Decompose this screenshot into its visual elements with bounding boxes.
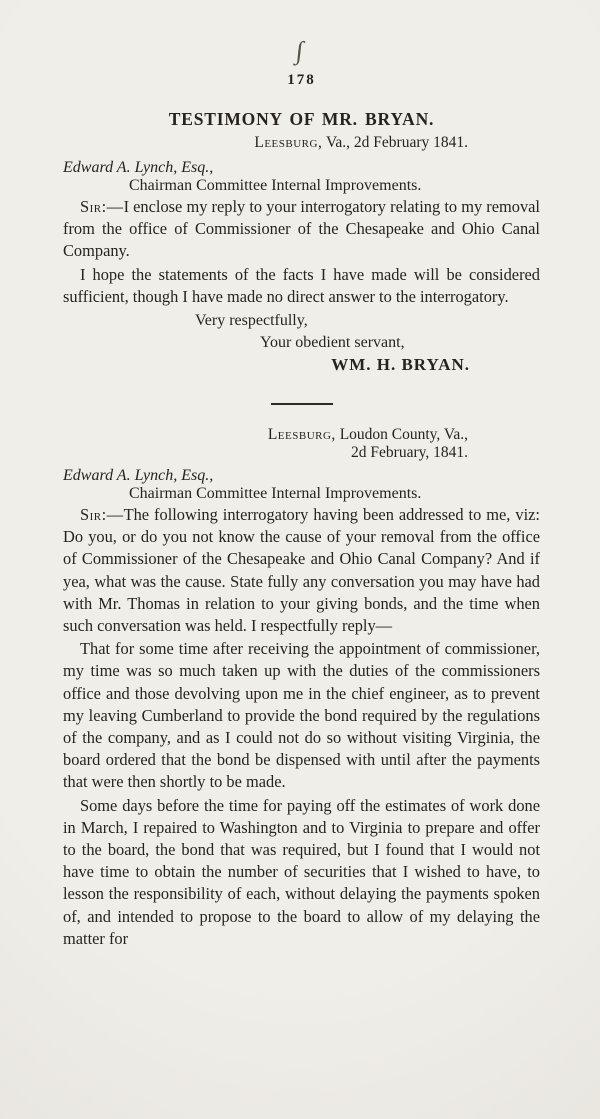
addressee-title: Chairman Committee Internal Improvements. — [129, 177, 422, 194]
paragraph-text: I enclose my reply to your interrogatory relating to my removal from the office of Commissioner of the Chesapeake and Ohio Canal Company. — [63, 197, 540, 261]
letter-2 — [63, 426, 540, 950]
closing-line: Very respectfully, — [195, 312, 308, 330]
salutation: Sir:— — [80, 505, 124, 525]
dateline — [63, 134, 540, 152]
dateline-place: Leesburg, — [267, 426, 336, 444]
closing-line: Your obedient servant, — [260, 333, 405, 351]
section-divider — [271, 403, 333, 405]
dateline-rest: Loudon County, Va., — [335, 426, 468, 444]
paragraph: That for some time after receiving the appointment of commissioner, my time was so much taken up with the duties of the commissioners office and those devolving upon me in the chief engineer, as to prevent my leaving Cumberland to provide the bond required by the regulations of the company, and as I could not do so without visiting Virginia, the board ordered that the bond be dispensed with until after the payments that were then shortly to be made. — [63, 639, 540, 792]
addressee-name: Edward A. Lynch, Esq., — [63, 467, 214, 485]
signature: WM. H. BRYAN. — [331, 355, 470, 375]
dateline — [63, 426, 540, 444]
addressee-name: Edward A. Lynch, Esq., — [63, 159, 214, 176]
dateline-place: Leesburg, — [254, 134, 323, 151]
letter-title: TESTIMONY OF MR. BRYAN. — [168, 109, 435, 129]
addressee-title: Chairman Committee Internal Improvements. — [129, 485, 422, 503]
ink-mark: ∫ — [294, 35, 305, 66]
paragraph-text: The following interrogatory having been addressed to me, viz: Do you, or do you not know the cause of your removal from the office of Commissioner of the Chesapeake and Ohio Canal Company? And if yea, what was the cause. State fully any conversation you may have had with Mr. Thomas in relation to your giving bonds, and the time when such conversation was held. I respectfully reply— — [63, 505, 540, 636]
paragraph — [63, 196, 540, 263]
paragraph: I hope the statements of the facts I have made will be considered sufficient, though I have made no direct answer to the interrogatory. — [63, 264, 540, 306]
salutation: Sir:— — [80, 197, 124, 216]
letter-1 — [63, 109, 540, 376]
page-number: 178 — [287, 72, 316, 88]
paragraph: Some days before the time for paying off the estimates of work done in March, I repaired to Washington and to Virginia to prepare and offer to the board, the bond that was required, but I found that I would not have time to obtain the number of securities that I wished to have, to lesson the responsibility of each, without delaying the payments spoken of, and intended to propose to the board to allow of my delaying the matter for — [63, 795, 540, 948]
paragraph — [63, 504, 540, 637]
dateline-line2: 2d February, 1841. — [351, 444, 468, 462]
dateline-rest: Va., 2d February 1841. — [322, 134, 468, 151]
